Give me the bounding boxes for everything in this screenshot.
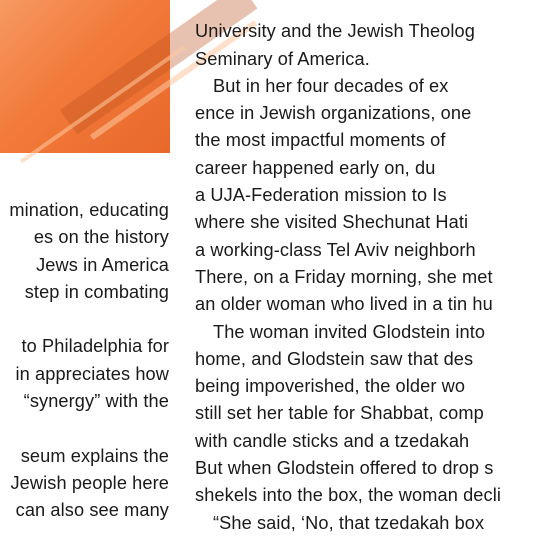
text-line: can also see many [15, 500, 169, 521]
text-line: es on the history [33, 227, 169, 248]
text-line [195, 0, 535, 18]
text-line: Jews in America [36, 254, 169, 275]
text-line: But in her four decades of ex [213, 75, 449, 96]
text-line: Seminary of America. [195, 48, 370, 69]
left-text-column [0, 197, 169, 525]
paragraph-gap [0, 306, 169, 333]
text-line: a UJA-Federation mission to Is [195, 185, 447, 206]
text-line: ence in Jewish organizations, one [195, 103, 472, 124]
text-line: University and the Jewish Theolog [195, 21, 475, 42]
text-line: Jewish people here [10, 472, 169, 493]
text-line: career happened early on, du [195, 157, 436, 178]
text-line: home, and Glodstein saw that des [195, 348, 474, 369]
text-line: But when Glodstein offered to drop s [195, 458, 494, 479]
photo-highlight [20, 45, 186, 163]
text-line: There, on a Friday morning, she met [195, 266, 493, 287]
orange-photo [0, 0, 170, 153]
paragraph-gap [0, 415, 169, 442]
text-line: where she visited Shechunat Hati [195, 212, 469, 233]
text-line: mination, educating [9, 200, 169, 220]
text-line: shekels into the box, the woman decli [195, 485, 501, 506]
text-line: in appreciates how [15, 363, 169, 384]
text-line: an older woman who lived in a tin hu [195, 294, 493, 315]
text-line: “She said, ‘No, that tzedakah box [213, 512, 485, 533]
text-line: a working-class Tel Aviv neighborh [195, 239, 476, 260]
text-line: The woman invited Glodstein into [213, 321, 486, 342]
text-line: being impoverished, the older wo [195, 376, 466, 397]
text-line: step in combating [24, 281, 169, 302]
text-line: the most impactful moments of [195, 130, 446, 151]
text-line: with candle sticks and a tzedakah [195, 430, 470, 451]
text-line: seum explains the [20, 445, 169, 466]
right-text-column [195, 0, 535, 537]
text-line: still set her table for Shabbat, comp [195, 403, 484, 424]
text-line: to Philadelphia for [21, 336, 169, 357]
text-line: “synergy” with the [23, 391, 169, 412]
